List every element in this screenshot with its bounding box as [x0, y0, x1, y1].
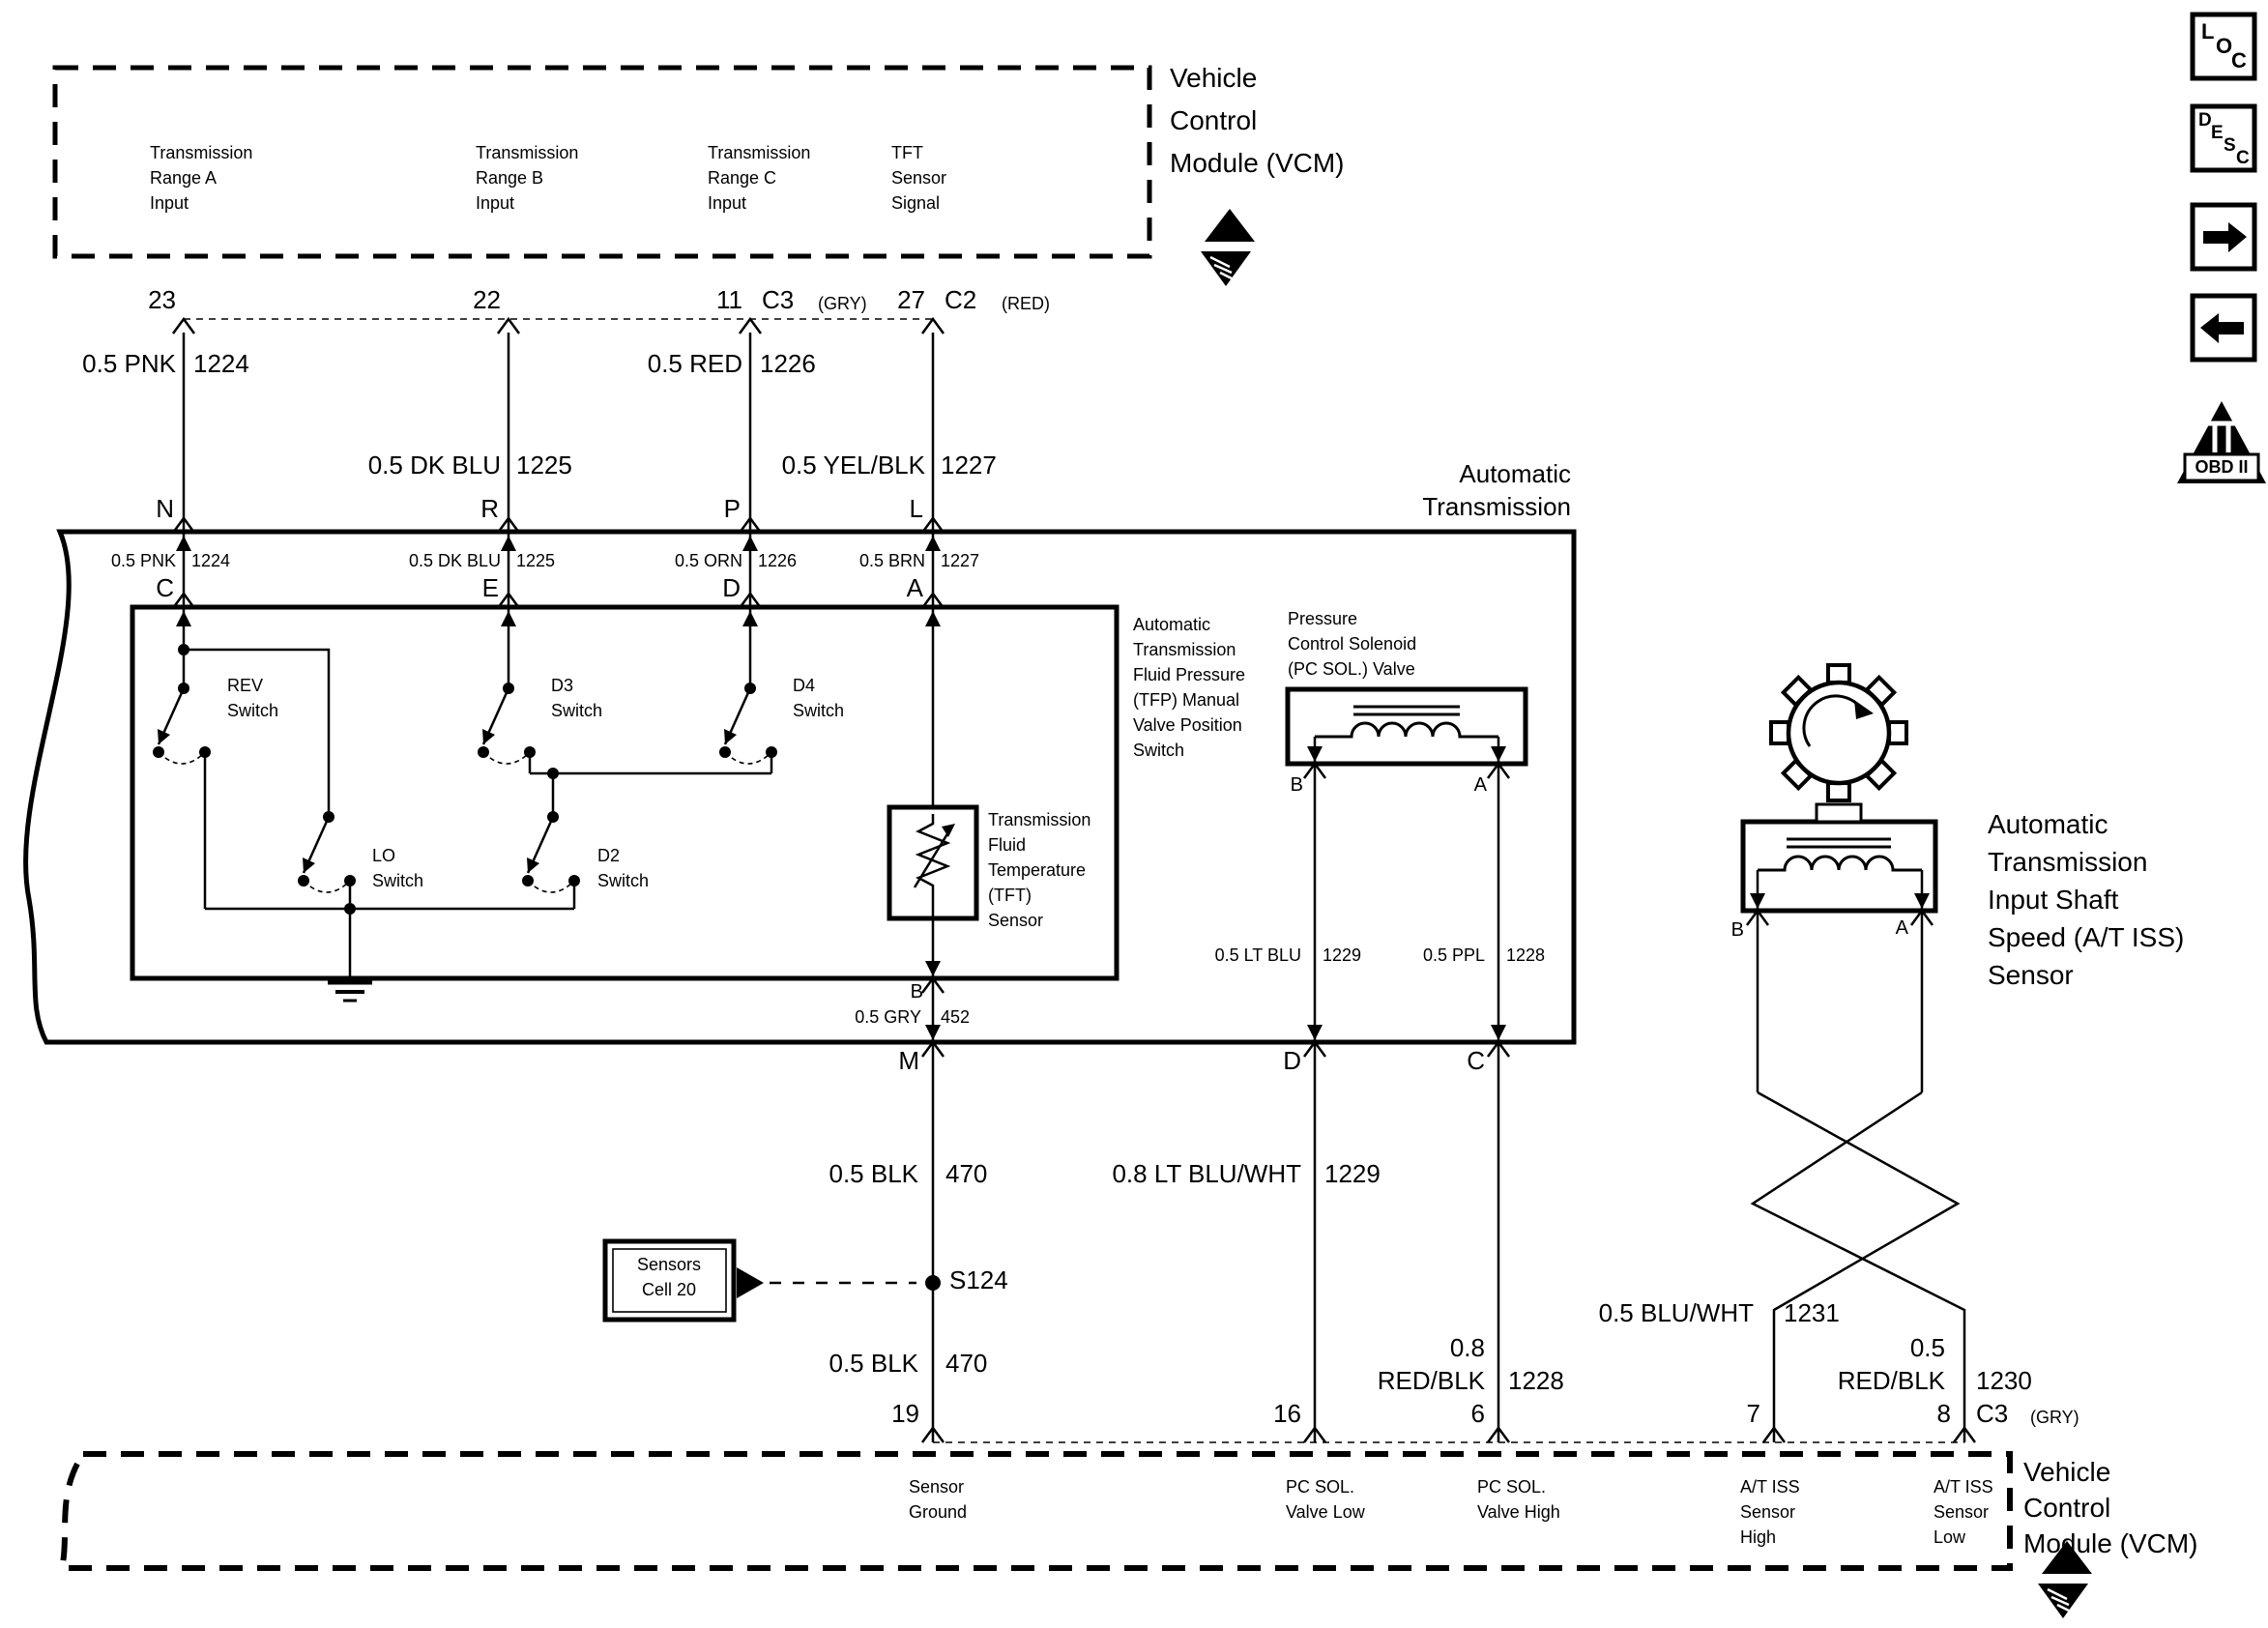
terminal-m: M: [898, 1046, 919, 1075]
wire-redblk08-size: 0.8: [1449, 1333, 1485, 1362]
switch-arm-arrows: [158, 729, 737, 873]
iss-low-label: A/T ISS: [1934, 1477, 1993, 1497]
pcsol-low-label: Valve Low: [1286, 1502, 1365, 1522]
vcm-bottom-title-line2: Control: [2023, 1493, 2111, 1523]
wire-pnk-number: 1224: [193, 349, 249, 378]
tft-sensor-box: [889, 807, 976, 918]
range-c-label: Transmission: [708, 143, 811, 162]
range-b-label: Range B: [476, 168, 544, 188]
iss-sensor-box: [1743, 804, 1935, 911]
sensors-cell-label: Cell 20: [641, 1280, 697, 1299]
desc-letter: E: [2211, 123, 2224, 143]
inner-orn-label: 0.5 ORN: [674, 551, 742, 570]
desc-letter: S: [2224, 135, 2236, 156]
iss-sensor-label: Automatic: [1988, 809, 2108, 839]
wire-dkblu-label: 0.5 DK BLU: [367, 451, 501, 480]
terminal-b-tft: B: [910, 981, 923, 1003]
wire-bluwht-label: 0.5 BLU/WHT: [1598, 1298, 1754, 1327]
vcm-top-title-line1: Vehicle: [1170, 63, 1258, 93]
d3-switch-label: Switch: [551, 701, 603, 720]
tfp-switch-label: Automatic: [1133, 615, 1211, 634]
tfp-switch-label: Transmission: [1133, 640, 1236, 659]
wire-blk2-label: 0.5 BLK: [829, 1349, 918, 1378]
iss-low-label: Low: [1934, 1527, 1966, 1547]
wires: [184, 333, 1964, 1442]
pin-6: 6: [1470, 1399, 1485, 1428]
iss-sensor-label: Sensor: [1988, 960, 2074, 990]
pcsol-terminal-a: A: [1473, 774, 1487, 796]
iss-sensor-label: Input Shaft: [1988, 885, 2119, 915]
lo-switch-label: LO: [372, 846, 396, 865]
pin-23: 23: [148, 285, 176, 314]
terminal-d-bottom: D: [1283, 1046, 1301, 1075]
vcm-bottom-title-line1: Vehicle: [2023, 1457, 2111, 1487]
sensors-cell-label: Sensors: [636, 1255, 702, 1274]
pin-16: 16: [1273, 1399, 1301, 1428]
sensor-ground-label: Ground: [909, 1502, 968, 1522]
desc-letter: C: [2236, 148, 2250, 168]
terminal-d: D: [722, 573, 741, 602]
wire-ppl-number: 1228: [1506, 945, 1546, 965]
connector-c2: C2: [945, 285, 977, 314]
loc-letter: C: [2231, 48, 2247, 73]
pcsol-valve-label: Pressure: [1288, 609, 1358, 628]
tfp-switch-label: Valve Position: [1133, 715, 1242, 735]
tft-sensor-label: Temperature: [988, 860, 1087, 880]
obd2-label: OBD II: [2195, 457, 2249, 477]
pcsol-valve-label: Control Solenoid: [1288, 634, 1417, 654]
connector-c3: C3: [762, 285, 795, 314]
tfp-switch-label: (TFP) Manual: [1133, 690, 1240, 710]
iss-high-label: Sensor: [1740, 1502, 1796, 1522]
range-a-label: Range A: [150, 168, 218, 188]
tft-signal-label: Sensor: [891, 168, 947, 188]
pcsol-high-label: PC SOL.: [1477, 1477, 1547, 1497]
ground-symbol: [328, 982, 372, 1001]
inner-orn-number: 1226: [758, 551, 798, 570]
wire-blk-number: 470: [945, 1159, 988, 1188]
iss-high-label: High: [1740, 1527, 1777, 1547]
iss-low-label: Sensor: [1934, 1502, 1990, 1522]
loc-letter: L: [2201, 19, 2215, 44]
d3-switch-label: D3: [551, 676, 574, 695]
back-arrow-icon[interactable]: [2193, 296, 2254, 360]
esd-icon-top: [1201, 209, 1255, 286]
range-a-label: Transmission: [150, 143, 253, 162]
wire-gry-label: 0.5 GRY: [855, 1007, 921, 1027]
wire-ltblu-number: 1229: [1323, 945, 1362, 965]
pcsol-terminal-b: B: [1290, 774, 1303, 796]
range-b-label: Transmission: [476, 143, 579, 162]
tft-sensor-label: Fluid: [988, 835, 1027, 855]
inner-pnk-number: 1224: [191, 551, 231, 570]
pin-7: 7: [1746, 1399, 1760, 1428]
flow-arrows: [176, 536, 1930, 1040]
tft-arrow-head: [942, 824, 955, 837]
connector-c2-color: (RED): [1002, 294, 1050, 313]
terminal-p: P: [723, 494, 741, 523]
tfp-switch-label: Fluid Pressure: [1133, 665, 1246, 684]
sensor-ground-label: Sensor: [909, 1477, 965, 1497]
wire-pnk-label: 0.5 PNK: [82, 349, 176, 378]
tft-sensor-label: Transmission: [988, 810, 1091, 829]
connector-c3-bottom: C3: [1976, 1399, 2009, 1428]
d4-switch-label: Switch: [793, 701, 845, 720]
tft-signal-label: TFT: [891, 143, 923, 162]
transmission-title: Transmission: [1422, 492, 1571, 521]
range-a-label: Input: [150, 193, 189, 213]
terminal-l: L: [909, 494, 923, 523]
vcm-bottom-box: [62, 1454, 2010, 1568]
wire-redblk05-size: 0.5: [1909, 1333, 1945, 1362]
range-b-label: Input: [476, 193, 515, 213]
wire-ltbluwht-number: 1229: [1324, 1159, 1381, 1188]
inner-brn-label: 0.5 BRN: [858, 551, 925, 570]
splice-s124: S124: [949, 1265, 1008, 1294]
tfp-switch-label: Switch: [1133, 741, 1185, 760]
inner-brn-number: 1227: [941, 551, 980, 570]
tft-sensor-label: Sensor: [988, 911, 1044, 930]
tft-sensor-label: (TFT): [988, 886, 1032, 905]
pin-11: 11: [716, 285, 742, 314]
sensors-cell-pointer: [737, 1267, 764, 1298]
inner-pnk-label: 0.5 PNK: [110, 551, 176, 570]
iss-sensor-label: Transmission: [1988, 847, 2148, 877]
wire-ltblu-label: 0.5 LT BLU: [1214, 945, 1301, 965]
wire-redblk08-number: 1228: [1508, 1366, 1564, 1395]
wire-ltbluwht-label: 0.8 LT BLU/WHT: [1112, 1159, 1301, 1188]
terminal-c-bottom: C: [1467, 1046, 1485, 1075]
lo-switch-label: Switch: [372, 871, 424, 890]
d2-switch-label: D2: [597, 846, 621, 865]
wire-yelblk-label: 0.5 YEL/BLK: [781, 451, 925, 480]
d2-switch-label: Switch: [597, 871, 650, 890]
pin-8: 8: [1936, 1399, 1951, 1428]
inner-dkblu-number: 1225: [516, 551, 556, 570]
vcm-top-title-line3: Module (VCM): [1170, 148, 1345, 178]
range-c-label: Input: [708, 193, 747, 213]
inner-dkblu-label: 0.5 DK BLU: [408, 551, 501, 570]
wire-gry-number: 452: [941, 1007, 971, 1027]
connector-c3-color: (GRY): [818, 294, 867, 313]
d4-switch-label: D4: [793, 676, 816, 695]
wire-ppl-label: 0.5 PPL: [1422, 945, 1485, 965]
pcsol-high-label: Valve High: [1477, 1502, 1560, 1522]
forward-arrow-icon[interactable]: [2193, 205, 2254, 269]
range-c-label: Range C: [708, 168, 777, 188]
junction-dots: [153, 644, 941, 1291]
iss-terminal-a: A: [1895, 917, 1908, 939]
iss-high-label: A/T ISS: [1740, 1477, 1800, 1497]
vcm-bottom-title-line3: Module (VCM): [2023, 1528, 2198, 1558]
transmission-title: Automatic: [1459, 459, 1571, 488]
pcsol-valve-box: [1288, 689, 1526, 764]
wire-bluwht-number: 1231: [1784, 1298, 1840, 1327]
wire-red-label: 0.5 RED: [647, 349, 742, 378]
tft-signal-label: Signal: [891, 193, 941, 213]
terminal-a: A: [906, 573, 923, 602]
terminal-c: C: [156, 573, 174, 602]
vcm-top-title-line2: Control: [1170, 105, 1258, 135]
wire-blk2-number: 470: [945, 1349, 988, 1378]
terminal-n: N: [156, 494, 174, 523]
iss-terminal-b: B: [1730, 919, 1744, 941]
wire-blk-label: 0.5 BLK: [829, 1159, 918, 1188]
iss-sensor-label: Speed (A/T ISS): [1988, 922, 2185, 952]
terminal-r: R: [480, 494, 499, 523]
wire-dkblu-number: 1225: [516, 451, 572, 480]
pcsol-valve-label: (PC SOL.) Valve: [1288, 659, 1415, 679]
tfp-switch-box: [132, 607, 1117, 978]
pin-27: 27: [897, 285, 925, 314]
terminal-e: E: [481, 573, 499, 602]
desc-letter: D: [2198, 110, 2212, 131]
rev-switch-label: REV: [227, 676, 264, 695]
wire-yelblk-number: 1227: [941, 451, 997, 480]
wire-red-number: 1226: [760, 349, 816, 378]
iss-gear-icon: [1771, 665, 1906, 800]
loc-letter: O: [2216, 34, 2233, 58]
pcsol-low-label: PC SOL.: [1286, 1477, 1355, 1497]
wire-redblk05-label: RED/BLK: [1837, 1366, 1945, 1395]
connector-c3-bottom-color: (GRY): [2030, 1408, 2079, 1427]
pin-19: 19: [891, 1399, 919, 1428]
wire-redblk08-label: RED/BLK: [1377, 1366, 1485, 1395]
wire-redblk05-number: 1230: [1976, 1366, 2032, 1395]
pin-22: 22: [473, 285, 501, 314]
rev-switch-label: Switch: [227, 701, 279, 720]
